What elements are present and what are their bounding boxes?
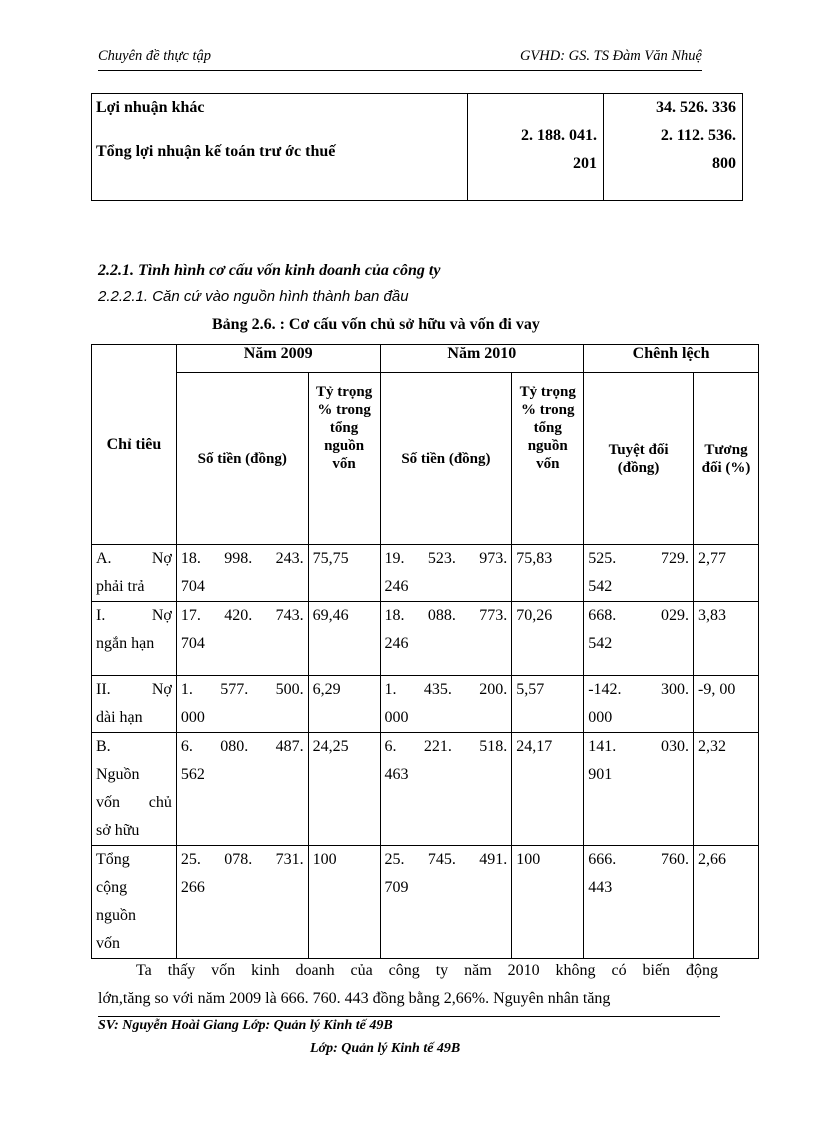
cell-value: 3,83 bbox=[694, 602, 759, 676]
cell-value: 6,29 bbox=[308, 676, 380, 733]
col2-value-line3: 800 bbox=[712, 155, 736, 172]
sub-ratio-2009: Tỷ trọng % trong tổng nguồn vốn bbox=[308, 373, 380, 545]
cell-value: 24,25 bbox=[308, 733, 380, 846]
top-table-col2 bbox=[604, 94, 743, 201]
cell-value: 5,57 bbox=[512, 676, 584, 733]
table-row bbox=[92, 602, 759, 676]
top-table-col1 bbox=[468, 94, 604, 201]
header-difference: Chênh lệch bbox=[584, 345, 759, 373]
row-label: II. Nợ bbox=[96, 681, 172, 698]
cell-value: 542 bbox=[588, 578, 613, 595]
section-heading: 2.2.1. Tình hình cơ cấu vốn kinh doanh của công ty bbox=[98, 262, 441, 279]
cell-value: 25. 745. 491. bbox=[384, 851, 508, 868]
cell-value: 1. 435. 200. bbox=[384, 681, 508, 698]
top-table-labels bbox=[92, 94, 468, 201]
capital-structure-table bbox=[91, 344, 759, 959]
cell-value: 100 bbox=[512, 846, 584, 959]
cell-value: 69,46 bbox=[308, 602, 380, 676]
row-label: sở hữu bbox=[96, 822, 140, 839]
page-header bbox=[98, 48, 702, 71]
cell-value: -9, 00 bbox=[694, 676, 759, 733]
row-total-profit-label: Tổng lợi nhuận kế toán trư ớc thuế bbox=[96, 143, 336, 160]
sub-amount-2009: Số tiền (đồng) bbox=[176, 373, 308, 545]
table-row bbox=[92, 733, 759, 846]
cell-value: 70,26 bbox=[512, 602, 584, 676]
cell-value: 463 bbox=[384, 766, 409, 783]
cell-value: 18. 088. 773. bbox=[384, 607, 508, 624]
row-label: ngắn hạn bbox=[96, 635, 155, 652]
cell-value: 246 bbox=[384, 635, 409, 652]
cell-value: 2,77 bbox=[694, 545, 759, 602]
header-right: GVHD: GS. TS Đàm Văn Nhuệ bbox=[519, 48, 702, 64]
header-year-2009: Năm 2009 bbox=[176, 345, 380, 373]
cell-value: 443 bbox=[588, 879, 613, 896]
cell-value: 75,83 bbox=[512, 545, 584, 602]
cell-value: 000 bbox=[588, 709, 613, 726]
row-label: cộng bbox=[96, 879, 128, 896]
col2-value-line2: 2. 112. 536. bbox=[660, 127, 736, 144]
row-label: dài hạn bbox=[96, 709, 143, 726]
row-label: Tổng bbox=[96, 851, 130, 868]
row-label: nguồn bbox=[96, 907, 136, 924]
cell-value: 75,75 bbox=[308, 545, 380, 602]
row-label: Nguồn bbox=[96, 766, 140, 783]
cell-value: 141. 030. bbox=[588, 738, 689, 755]
cell-value: 562 bbox=[180, 766, 205, 783]
table-caption: Bảng 2.6. : Cơ cấu vốn chủ sở hữu và vốn đi vay bbox=[212, 316, 540, 333]
sub-amount-2010: Số tiền (đồng) bbox=[380, 373, 512, 545]
cell-value: 666. 760. bbox=[588, 851, 689, 868]
cell-value: 704 bbox=[180, 578, 205, 595]
col1-value-line2: 201 bbox=[573, 155, 597, 172]
cell-value: 6. 080. 487. bbox=[180, 738, 304, 755]
table-row bbox=[92, 846, 759, 959]
cell-value: 19. 523. 973. bbox=[384, 550, 508, 567]
row-label: vốn chủ bbox=[96, 794, 172, 811]
table-row bbox=[92, 545, 759, 602]
sub-absolute: Tuyệt đối (đồng) bbox=[584, 373, 694, 545]
cell-value: 668. 029. bbox=[588, 607, 689, 624]
cell-value: 2,32 bbox=[694, 733, 759, 846]
cell-value: 246 bbox=[384, 578, 409, 595]
top-table bbox=[91, 93, 743, 201]
paragraph-line-2: lớn,tăng so với năm 2009 là 666. 760. 443 đồng bằng 2,66%. Nguyên nhân tăng bbox=[98, 990, 611, 1007]
cell-value: 709 bbox=[384, 879, 409, 896]
header-year-2010: Năm 2010 bbox=[380, 345, 584, 373]
cell-value: 2,66 bbox=[694, 846, 759, 959]
cell-value: 000 bbox=[180, 709, 205, 726]
cell-value: 266 bbox=[180, 879, 205, 896]
cell-value: 542 bbox=[588, 635, 613, 652]
row-label: I. Nợ bbox=[96, 607, 172, 624]
col2-value-line1: 34. 526. 336 bbox=[656, 99, 736, 116]
row-label: vốn bbox=[96, 935, 120, 952]
sub-relative: Tương đối (%) bbox=[694, 373, 759, 545]
cell-value: 000 bbox=[384, 709, 409, 726]
cell-value: 17. 420. 743. bbox=[180, 607, 304, 624]
footer-line-2: Lớp: Quản lý Kinh tế 49B bbox=[310, 1041, 461, 1056]
sub-ratio-2010: Tỷ trọng % trong tổng nguồn vốn bbox=[512, 373, 584, 545]
body-paragraph bbox=[98, 957, 718, 1013]
cell-value: 18. 998. 243. bbox=[180, 550, 304, 567]
row-label: A. Nợ bbox=[96, 550, 172, 567]
paragraph-line-1: Ta thấy vốn kinh doanh của công ty năm 2010 không có biến động bbox=[136, 962, 718, 979]
cell-value: 25. 078. 731. bbox=[180, 851, 304, 868]
cell-value: 100 bbox=[308, 846, 380, 959]
row-label: B. bbox=[96, 738, 111, 755]
cell-value: 901 bbox=[588, 766, 613, 783]
footer-line-1: SV: Nguyễn Hoài Giang Lớp: Quản lý Kinh tế 49B bbox=[98, 1016, 720, 1034]
cell-value: 525. 729. bbox=[588, 550, 689, 567]
header-left: Chuyên đề thực tập bbox=[98, 48, 212, 64]
subsection-heading: 2.2.2.1. Căn cứ vào nguồn hình thành ban đầu bbox=[98, 288, 409, 305]
cell-value: -142. 300. bbox=[588, 681, 689, 698]
cell-value: 24,17 bbox=[512, 733, 584, 846]
cell-value: 1. 577. 500. bbox=[180, 681, 304, 698]
table-row bbox=[92, 676, 759, 733]
row-label: phải trả bbox=[96, 578, 145, 595]
header-indicator: Chỉ tiêu bbox=[92, 345, 177, 545]
cell-value: 6. 221. 518. bbox=[384, 738, 508, 755]
col1-value-line1: 2. 188. 041. bbox=[521, 127, 597, 144]
row-other-profit-label: Lợi nhuận khác bbox=[96, 99, 205, 116]
cell-value: 704 bbox=[180, 635, 205, 652]
